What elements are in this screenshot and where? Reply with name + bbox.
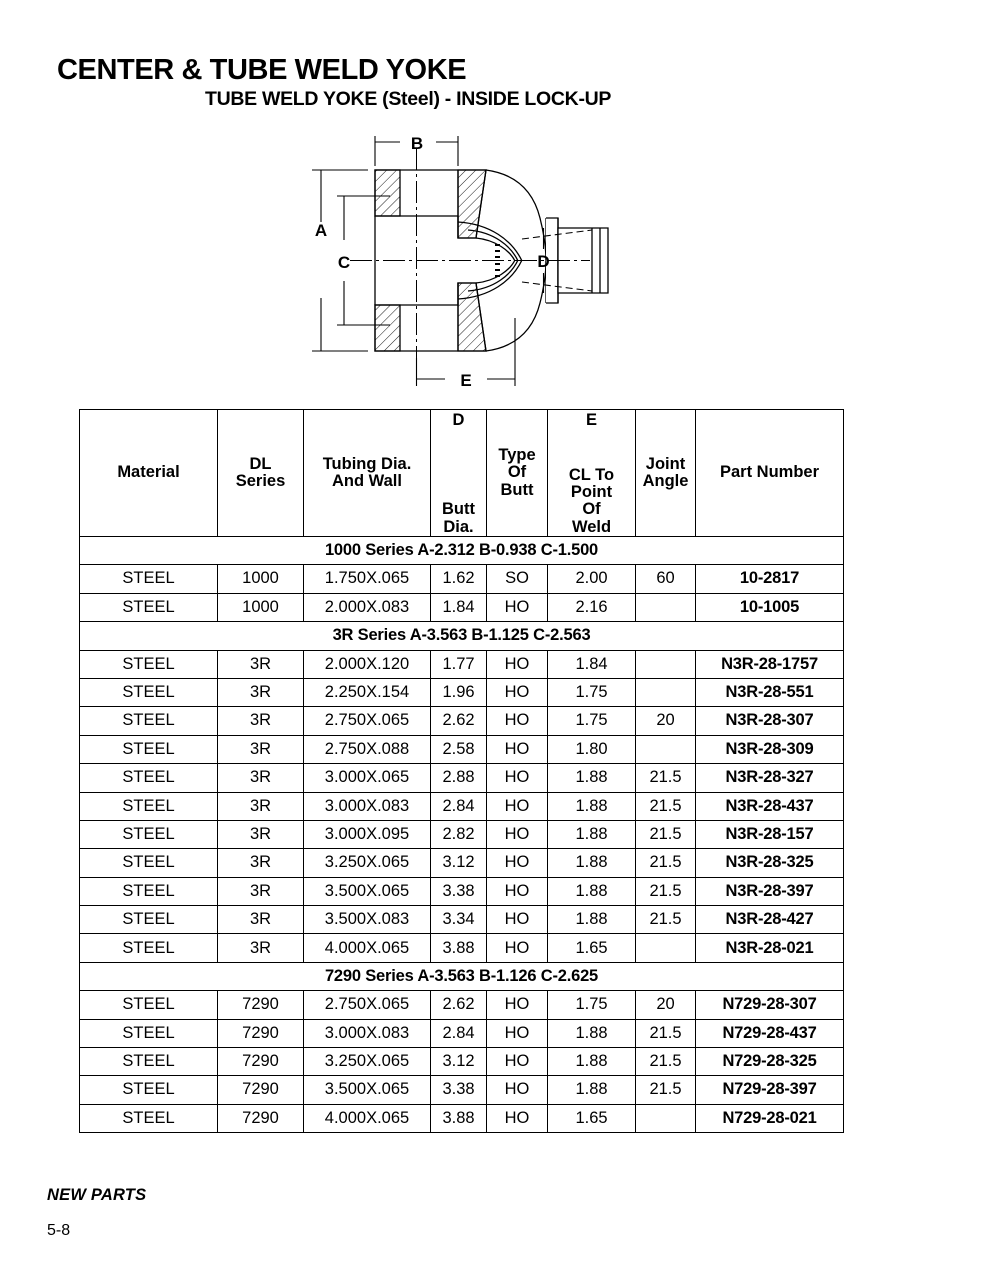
cell-material: STEEL <box>80 849 218 877</box>
cell-part-number: N729-28-437 <box>696 1019 844 1047</box>
cell-dl-series: 3R <box>218 792 304 820</box>
cell-joint-angle: 20 <box>636 991 696 1019</box>
cell-cl-to-weld: 1.84 <box>548 650 636 678</box>
cell-type-of-butt: HO <box>487 1104 548 1132</box>
cell-tubing: 3.500X.065 <box>304 877 431 905</box>
cell-material: STEEL <box>80 707 218 735</box>
cell-joint-angle <box>636 650 696 678</box>
cell-part-number: N3R-28-021 <box>696 934 844 962</box>
cell-butt-dia: 3.88 <box>431 1104 487 1132</box>
cell-dl-series: 7290 <box>218 1104 304 1132</box>
cell-joint-angle <box>636 735 696 763</box>
cell-dl-series: 3R <box>218 650 304 678</box>
cell-type-of-butt: HO <box>487 1076 548 1104</box>
cell-tubing: 2.750X.065 <box>304 991 431 1019</box>
cell-dl-series: 3R <box>218 735 304 763</box>
cell-material: STEEL <box>80 565 218 593</box>
cell-part-number: N3R-28-427 <box>696 906 844 934</box>
cell-part-number: N3R-28-309 <box>696 735 844 763</box>
table-row <box>80 906 844 934</box>
dimension-label-a: A <box>314 221 328 240</box>
cell-cl-to-weld: 1.88 <box>548 906 636 934</box>
cell-material: STEEL <box>80 1019 218 1047</box>
cell-tubing: 3.000X.083 <box>304 1019 431 1047</box>
table-row <box>80 593 844 621</box>
cell-dl-series: 7290 <box>218 1076 304 1104</box>
cell-butt-dia: 1.84 <box>431 593 487 621</box>
section-header-row <box>80 622 844 650</box>
table-row <box>80 735 844 763</box>
header-material: Material <box>80 410 218 537</box>
cell-dl-series: 7290 <box>218 1048 304 1076</box>
cell-cl-to-weld: 2.00 <box>548 565 636 593</box>
cell-part-number: N729-28-307 <box>696 991 844 1019</box>
cell-material: STEEL <box>80 1076 218 1104</box>
cell-tubing: 3.250X.065 <box>304 849 431 877</box>
cell-type-of-butt: SO <box>487 565 548 593</box>
cell-butt-dia: 2.88 <box>431 764 487 792</box>
cell-material: STEEL <box>80 1048 218 1076</box>
cell-type-of-butt: HO <box>487 849 548 877</box>
cell-cl-to-weld: 1.88 <box>548 1076 636 1104</box>
cell-joint-angle: 21.5 <box>636 1019 696 1047</box>
cell-dl-series: 7290 <box>218 1019 304 1047</box>
table-row <box>80 934 844 962</box>
table-row <box>80 849 844 877</box>
cell-butt-dia: 2.58 <box>431 735 487 763</box>
cell-tubing: 2.000X.120 <box>304 650 431 678</box>
cell-part-number: N3R-28-327 <box>696 764 844 792</box>
cell-type-of-butt: HO <box>487 877 548 905</box>
cell-cl-to-weld: 1.88 <box>548 1048 636 1076</box>
table-row <box>80 792 844 820</box>
cell-part-number: N3R-28-1757 <box>696 650 844 678</box>
cell-type-of-butt: HO <box>487 1019 548 1047</box>
cell-dl-series: 3R <box>218 707 304 735</box>
table-row <box>80 707 844 735</box>
table-row <box>80 1104 844 1132</box>
cell-tubing: 3.000X.095 <box>304 820 431 848</box>
cell-dl-series: 1000 <box>218 565 304 593</box>
cell-part-number: N3R-28-437 <box>696 792 844 820</box>
cell-type-of-butt: HO <box>487 1048 548 1076</box>
cell-cl-to-weld: 1.88 <box>548 792 636 820</box>
header-type-of-butt: Type Of Butt <box>487 410 548 537</box>
cell-butt-dia: 1.96 <box>431 678 487 706</box>
cell-dl-series: 3R <box>218 906 304 934</box>
cell-type-of-butt: HO <box>487 820 548 848</box>
cell-joint-angle: 21.5 <box>636 1076 696 1104</box>
cell-part-number: N3R-28-397 <box>696 877 844 905</box>
cell-joint-angle: 21.5 <box>636 764 696 792</box>
cell-cl-to-weld: 1.75 <box>548 707 636 735</box>
cell-dl-series: 3R <box>218 764 304 792</box>
cell-tubing: 1.750X.065 <box>304 565 431 593</box>
cell-material: STEEL <box>80 650 218 678</box>
header-butt-dia: D Butt Dia. <box>431 410 487 537</box>
cell-joint-angle: 20 <box>636 707 696 735</box>
cell-part-number: N3R-28-157 <box>696 820 844 848</box>
section-header-row <box>80 537 844 565</box>
cell-butt-dia: 3.12 <box>431 1048 487 1076</box>
cell-cl-to-weld: 1.88 <box>548 877 636 905</box>
table-row <box>80 1019 844 1047</box>
cell-material: STEEL <box>80 792 218 820</box>
cell-joint-angle <box>636 678 696 706</box>
header-part-number: Part Number <box>696 410 844 537</box>
cell-tubing: 2.750X.065 <box>304 707 431 735</box>
cell-material: STEEL <box>80 820 218 848</box>
cell-dl-series: 3R <box>218 678 304 706</box>
table-row <box>80 820 844 848</box>
cell-tubing: 3.500X.083 <box>304 906 431 934</box>
cell-joint-angle <box>636 934 696 962</box>
table-row <box>80 1048 844 1076</box>
cell-butt-dia: 2.62 <box>431 707 487 735</box>
cell-butt-dia: 2.84 <box>431 792 487 820</box>
cell-material: STEEL <box>80 735 218 763</box>
cell-part-number: N729-28-397 <box>696 1076 844 1104</box>
cell-material: STEEL <box>80 764 218 792</box>
cell-type-of-butt: HO <box>487 707 548 735</box>
cell-butt-dia: 3.88 <box>431 934 487 962</box>
cell-cl-to-weld: 1.80 <box>548 735 636 763</box>
cell-butt-dia: 3.12 <box>431 849 487 877</box>
cell-butt-dia: 2.82 <box>431 820 487 848</box>
cell-dl-series: 3R <box>218 934 304 962</box>
cell-cl-to-weld: 1.88 <box>548 849 636 877</box>
table-row <box>80 877 844 905</box>
page-subtitle: TUBE WELD YOKE (Steel) - INSIDE LOCK-UP <box>205 88 612 110</box>
cell-tubing: 2.000X.083 <box>304 593 431 621</box>
cell-part-number: N3R-28-307 <box>696 707 844 735</box>
cell-cl-to-weld: 1.65 <box>548 934 636 962</box>
cell-butt-dia: 2.62 <box>431 991 487 1019</box>
cell-type-of-butt: HO <box>487 906 548 934</box>
cell-tubing: 3.250X.065 <box>304 1048 431 1076</box>
cell-joint-angle: 21.5 <box>636 877 696 905</box>
cell-type-of-butt: HO <box>487 735 548 763</box>
dimension-label-b: B <box>410 134 424 153</box>
table-row <box>80 650 844 678</box>
page-title: CENTER & TUBE WELD YOKE <box>57 54 467 86</box>
cell-butt-dia: 1.77 <box>431 650 487 678</box>
cell-joint-angle <box>636 1104 696 1132</box>
cell-material: STEEL <box>80 991 218 1019</box>
cell-type-of-butt: HO <box>487 991 548 1019</box>
cell-part-number: N3R-28-325 <box>696 849 844 877</box>
cell-type-of-butt: HO <box>487 934 548 962</box>
section-header: 3R Series A-3.563 B-1.125 C-2.563 <box>80 622 844 650</box>
yoke-diagram <box>290 118 610 403</box>
cell-dl-series: 3R <box>218 820 304 848</box>
table-row <box>80 678 844 706</box>
header-dl-series: DL Series <box>218 410 304 537</box>
cell-part-number: N3R-28-551 <box>696 678 844 706</box>
parts-table-container <box>79 409 843 1133</box>
cell-cl-to-weld: 1.75 <box>548 991 636 1019</box>
cell-dl-series: 7290 <box>218 991 304 1019</box>
cell-material: STEEL <box>80 593 218 621</box>
header-tubing-dia-and-wall: Tubing Dia. And Wall <box>304 410 431 537</box>
cell-butt-dia: 2.84 <box>431 1019 487 1047</box>
page-number: 5-8 <box>47 1222 71 1239</box>
cell-material: STEEL <box>80 678 218 706</box>
cell-tubing: 2.750X.088 <box>304 735 431 763</box>
cell-dl-series: 1000 <box>218 593 304 621</box>
header-joint-angle: Joint Angle <box>636 410 696 537</box>
cell-tubing: 4.000X.065 <box>304 934 431 962</box>
cell-butt-dia: 3.38 <box>431 877 487 905</box>
cell-type-of-butt: HO <box>487 650 548 678</box>
cell-material: STEEL <box>80 906 218 934</box>
cell-joint-angle: 21.5 <box>636 906 696 934</box>
parts-table <box>79 409 844 1133</box>
cell-joint-angle: 21.5 <box>636 849 696 877</box>
cell-butt-dia: 1.62 <box>431 565 487 593</box>
table-row <box>80 1076 844 1104</box>
section-header-row <box>80 962 844 990</box>
cell-type-of-butt: HO <box>487 764 548 792</box>
cell-joint-angle: 60 <box>636 565 696 593</box>
cell-joint-angle <box>636 593 696 621</box>
section-header: 7290 Series A-3.563 B-1.126 C-2.625 <box>80 962 844 990</box>
dimension-label-d: D <box>537 252 550 271</box>
cell-type-of-butt: HO <box>487 678 548 706</box>
cell-part-number: 10-1005 <box>696 593 844 621</box>
cell-tubing: 3.000X.083 <box>304 792 431 820</box>
cell-tubing: 3.500X.065 <box>304 1076 431 1104</box>
cell-type-of-butt: HO <box>487 792 548 820</box>
cell-type-of-butt: HO <box>487 593 548 621</box>
dimension-label-c: C <box>337 253 351 272</box>
table-row <box>80 565 844 593</box>
cell-material: STEEL <box>80 934 218 962</box>
new-parts-label: NEW PARTS <box>47 1186 147 1204</box>
cell-material: STEEL <box>80 1104 218 1132</box>
cell-cl-to-weld: 1.88 <box>548 764 636 792</box>
cell-dl-series: 3R <box>218 849 304 877</box>
cell-cl-to-weld: 1.75 <box>548 678 636 706</box>
parts-table-body <box>80 410 844 1133</box>
cell-cl-to-weld: 1.88 <box>548 820 636 848</box>
cell-joint-angle: 21.5 <box>636 1048 696 1076</box>
header-cl-to-point-of-weld: E CL To Point Of Weld <box>548 410 636 537</box>
cell-tubing: 3.000X.065 <box>304 764 431 792</box>
cell-joint-angle: 21.5 <box>636 820 696 848</box>
cell-dl-series: 3R <box>218 877 304 905</box>
cell-joint-angle: 21.5 <box>636 792 696 820</box>
cell-cl-to-weld: 2.16 <box>548 593 636 621</box>
cell-tubing: 2.250X.154 <box>304 678 431 706</box>
cell-butt-dia: 3.38 <box>431 1076 487 1104</box>
cell-material: STEEL <box>80 877 218 905</box>
table-row <box>80 991 844 1019</box>
cell-cl-to-weld: 1.65 <box>548 1104 636 1132</box>
cell-part-number: 10-2817 <box>696 565 844 593</box>
dimension-label-e: E <box>460 371 472 390</box>
section-header: 1000 Series A-2.312 B-0.938 C-1.500 <box>80 537 844 565</box>
cell-cl-to-weld: 1.88 <box>548 1019 636 1047</box>
cell-tubing: 4.000X.065 <box>304 1104 431 1132</box>
cell-part-number: N729-28-325 <box>696 1048 844 1076</box>
table-header-row <box>80 410 844 537</box>
cell-butt-dia: 3.34 <box>431 906 487 934</box>
table-row <box>80 764 844 792</box>
cell-part-number: N729-28-021 <box>696 1104 844 1132</box>
